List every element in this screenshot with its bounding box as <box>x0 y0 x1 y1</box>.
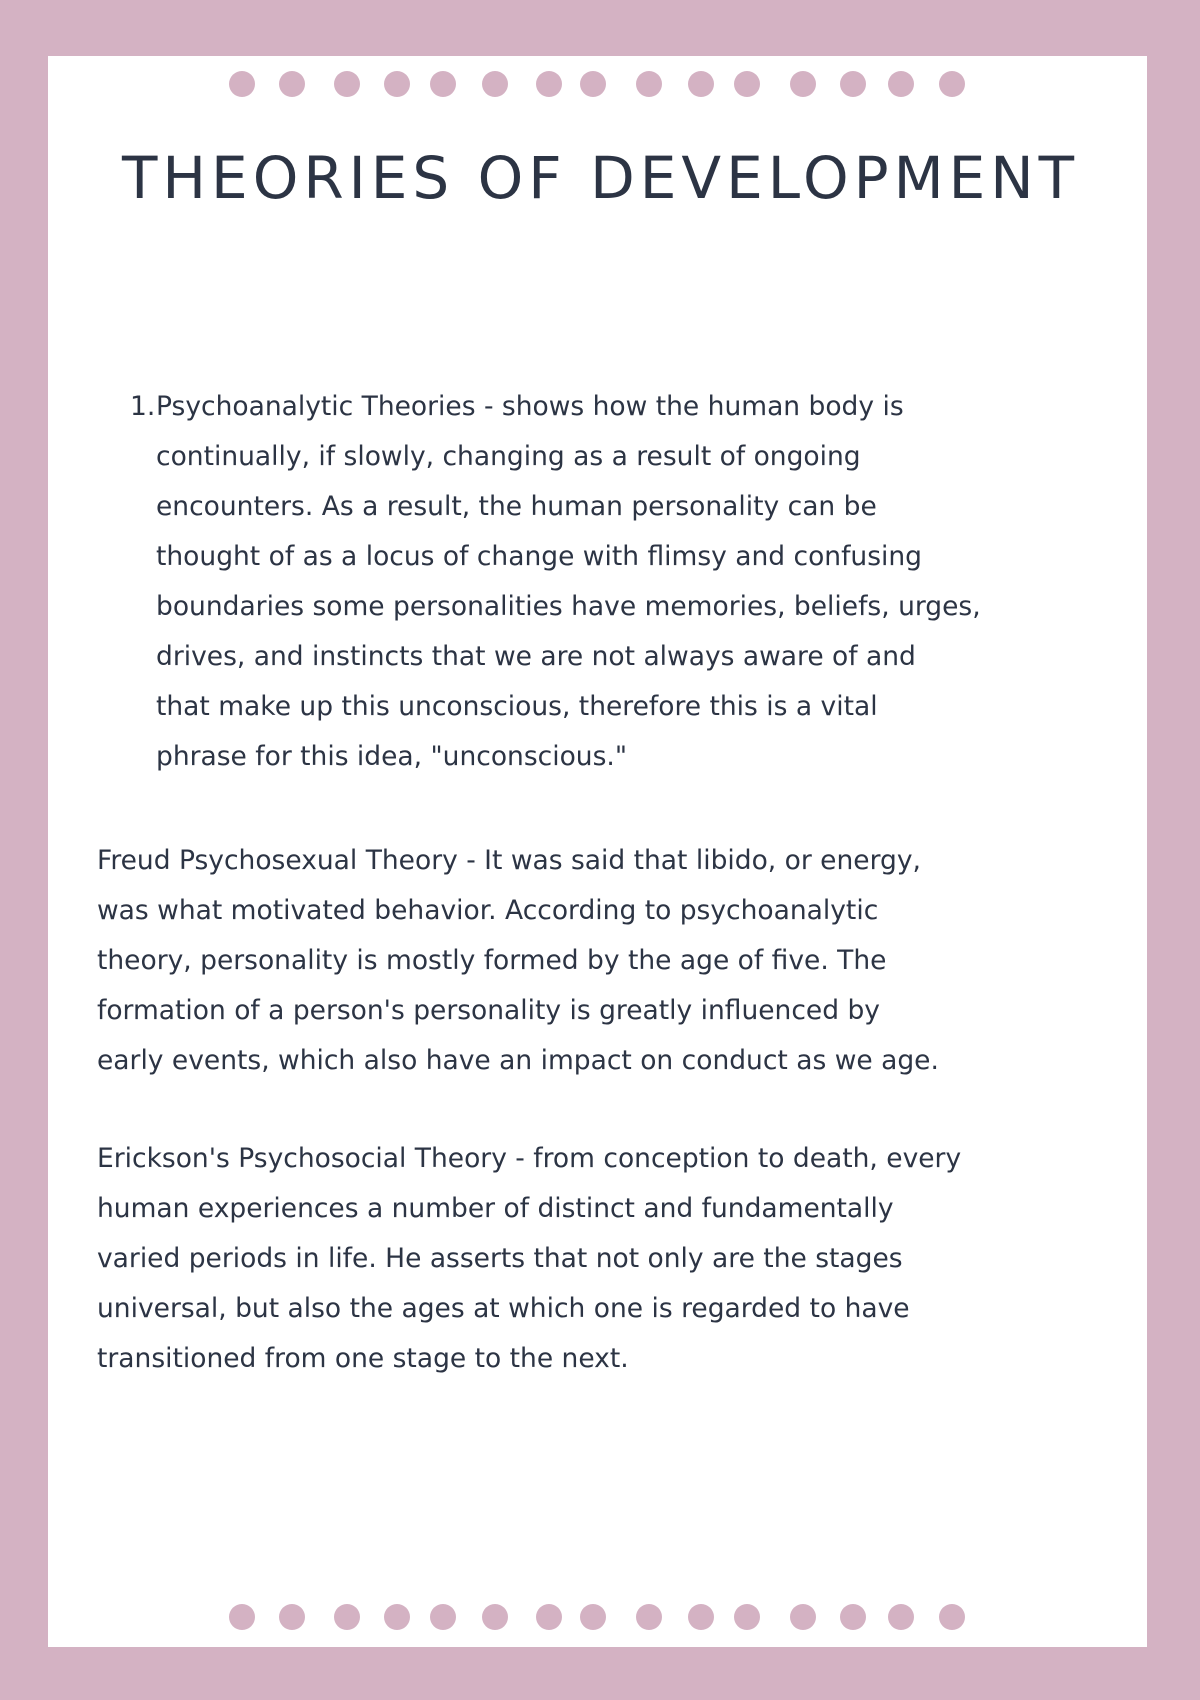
decorative-dot <box>636 71 662 97</box>
list-item-number: 1. <box>130 391 156 422</box>
paragraph-line: transitioned from one stage to the next. <box>97 1343 629 1374</box>
decorative-dot <box>888 1604 914 1630</box>
freud-paragraph <box>97 836 1137 1086</box>
paragraph-line: was what motivated behavior. According to psychoanalytic <box>97 895 879 926</box>
document-page <box>48 56 1147 1647</box>
decorative-dot <box>580 1604 606 1630</box>
paragraph-line: early events, which also have an impact on conduct as we age. <box>97 1045 939 1076</box>
top-dot-border <box>48 71 1147 99</box>
paragraph-line: theory, personality is mostly formed by the age of five. The <box>97 945 887 976</box>
decorative-dot <box>482 71 508 97</box>
decorative-dot <box>482 1604 508 1630</box>
decorative-dot <box>688 71 714 97</box>
decorative-dot <box>384 71 410 97</box>
list-item-line: boundaries some personalities have memories, beliefs, urges, <box>156 591 981 622</box>
decorative-dot <box>636 1604 662 1630</box>
list-item-line: drives, and instincts that we are not always aware of and <box>156 641 916 672</box>
decorative-dot <box>229 1604 255 1630</box>
decorative-dot <box>734 1604 760 1630</box>
decorative-dot <box>688 1604 714 1630</box>
decorative-dot <box>430 71 456 97</box>
decorative-dot <box>279 1604 305 1630</box>
decorative-dot <box>334 1604 360 1630</box>
list-item <box>130 382 1130 782</box>
decorative-dot <box>840 71 866 97</box>
list-item-line: encounters. As a result, the human personality can be <box>156 491 877 522</box>
decorative-dot <box>229 71 255 97</box>
paragraph-line: Freud Psychosexual Theory - It was said that libido, or energy, <box>97 845 921 876</box>
list-item-line: that make up this unconscious, therefore this is a vital <box>156 691 878 722</box>
decorative-dot <box>430 1604 456 1630</box>
paragraph-line: universal, but also the ages at which one is regarded to have <box>97 1293 910 1324</box>
page-title: THEORIES OF DEVELOPMENT <box>122 144 1080 212</box>
decorative-dot <box>790 1604 816 1630</box>
decorative-dot <box>840 1604 866 1630</box>
decorative-dot <box>536 71 562 97</box>
paragraph-line: human experiences a number of distinct and fundamentally <box>97 1193 894 1224</box>
decorative-dot <box>790 71 816 97</box>
decorative-dot <box>939 71 965 97</box>
decorative-dot <box>734 71 760 97</box>
decorative-dot <box>334 71 360 97</box>
list-item-line: phrase for this idea, "unconscious." <box>156 741 628 772</box>
erickson-paragraph <box>97 1134 1137 1384</box>
paragraph-line: varied periods in life. He asserts that not only are the stages <box>97 1243 903 1274</box>
decorative-dot <box>888 71 914 97</box>
decorative-dot <box>279 71 305 97</box>
decorative-dot <box>939 1604 965 1630</box>
decorative-dot <box>536 1604 562 1630</box>
bottom-dot-border <box>48 1604 1147 1632</box>
list-item-line: Psychoanalytic Theories - shows how the human body is <box>156 391 904 422</box>
list-item-line: continually, if slowly, changing as a result of ongoing <box>156 441 861 472</box>
paragraph-line: formation of a person's personality is greatly influenced by <box>97 995 880 1026</box>
paragraph-line: Erickson's Psychosocial Theory - from conception to death, every <box>97 1143 962 1174</box>
list-item-line: thought of as a locus of change with flimsy and confusing <box>156 541 923 572</box>
decorative-dot <box>384 1604 410 1630</box>
numbered-list <box>130 382 1130 782</box>
decorative-dot <box>580 71 606 97</box>
